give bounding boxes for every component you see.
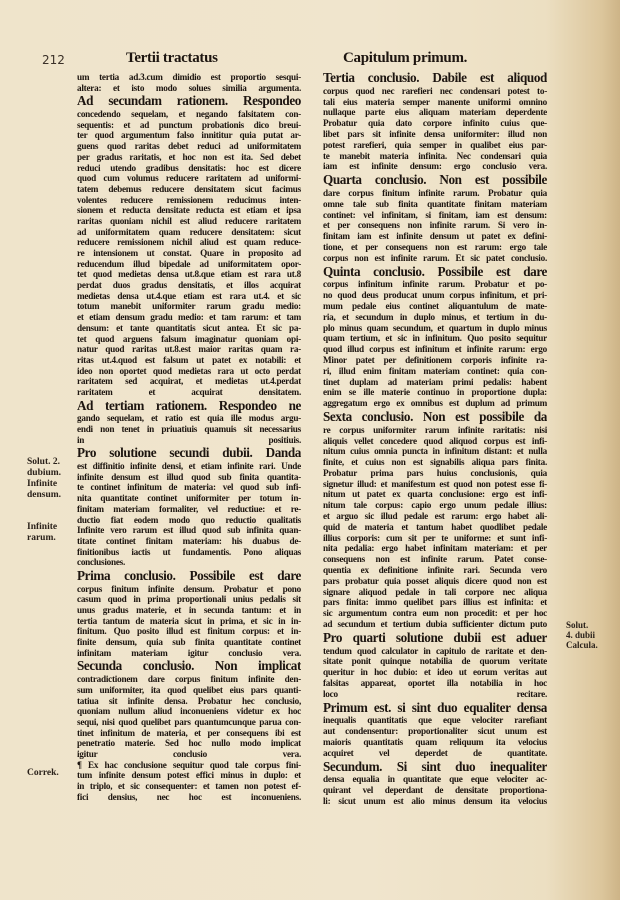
text-line: et per consequens non infinite rarum. Si vero in- [323, 220, 547, 231]
margin-note-solut-2 [27, 457, 61, 501]
text-line: totum manebit uniformiter rarum gradu medio: [77, 301, 301, 312]
left-text-column [77, 72, 301, 802]
text-line: ter quod argumentum falso innititur quia putat ar- [77, 130, 301, 141]
text-line: aggregatum ergo ex omnibus est duplum ad primum [323, 398, 547, 409]
text-line: raritas quoniam nichil est aliud reducere raritatem [77, 215, 301, 226]
text-line: in positiuis. [77, 434, 301, 445]
margin-note-line: densum. [27, 490, 62, 500]
text-line: tatem debemus reducere densitatem sicut facimus [77, 183, 301, 194]
text-line: ad secundum et tertium dubia sufficienter dictum puto [323, 619, 547, 630]
text-line: reduci utendo gradibus densitatis: hoc est dicere [77, 162, 301, 173]
text-line: corpus finitum infinite densum. Probatur et pono [77, 583, 301, 594]
margin-note-line: Infinite [27, 522, 58, 532]
margin-note-line: Calcula. [566, 640, 598, 650]
text-line: guens quod raritas debet reduci ad uniformitatem [77, 141, 301, 152]
text-line: perdat duos gradus densitatis, et illos acquirat [77, 280, 301, 291]
text-line: dare corpus finitum infinite rarum. Probatur quia [323, 187, 547, 198]
running-head-right: Capitulum primum. [343, 50, 468, 66]
text-line: tinet duplam ad materiam primi pedalis: habent [323, 376, 547, 387]
text-line: Infinite vero rarum est illud quod sub infinita quan- [77, 525, 301, 536]
text-line: Minor patet per definitionem corporis infinite ra- [323, 354, 547, 365]
page-number: 212 [42, 53, 65, 67]
text-line: in triplo, et sic consequenter: et tamen non potest ef- [77, 781, 301, 791]
running-head-left: Tertii tractatus [126, 50, 218, 66]
text-line: tatiua sit infinite densa. Probatur hec conclusio, [77, 695, 301, 706]
text-line: altera: et isto modo solues similia argumenta. [77, 82, 301, 93]
text-line: iam est infinite densum: ergo conclusio vera. [323, 161, 547, 172]
text-line: infinitam materiam igitur conclusio vera. [77, 647, 301, 658]
text-line: tet quod medietas densa ut.8.que etiam est rara ut.8 [77, 269, 301, 280]
text-line: nita quantitate continet uniformiter per totum in- [77, 493, 301, 504]
text-line: nitum ut patet ex quarta conclusione: ergo est infi- [323, 489, 547, 500]
section-heading: Secunda conclusio. Non implicat [77, 658, 301, 674]
text-line: acquiret vel deperdet de quantitate. [323, 747, 547, 758]
text-line: sum uniformiter, ita quod quelibet eius pars quanti- [77, 684, 301, 695]
text-line: volentes reducere remissionem reducimus inten- [77, 194, 301, 205]
text-line: concedendo sequelam, et negando falsitatem con- [77, 109, 301, 120]
text-line: casum quod in prima proportionali unius pedalis sit [77, 594, 301, 605]
text-line: tendum quod calculator in capitulo de raritate et den- [323, 645, 547, 656]
text-line: igitur conclusio vera. [77, 748, 301, 759]
section-heading: Secundum. Si sint duo inequaliter [323, 758, 547, 774]
text-line: libet pars sit infinite densa uniformiter: illud non [323, 128, 547, 139]
text-line: est diffinitio infinite densi, et etiam infinite rari. Unde [77, 461, 301, 472]
margin-note-line: rarum. [27, 533, 56, 543]
text-line: ri, illud enim finitam materiam continet: quia con- [323, 365, 547, 376]
text-line: sic argumentum contra eum non procedit: et per hoc [323, 608, 547, 619]
section-heading: Pro quarti solutione dubii est aduer [323, 629, 547, 645]
text-line: aliquis vellet concedere quod aliquod corpus est infi- [323, 435, 547, 446]
text-line: maioris quantitatis quam reliquum ita velocius [323, 737, 547, 748]
margin-note-solut-4 [566, 620, 598, 650]
text-line: endi non tenet in priuatiuis quamuis sit necessarius [77, 424, 301, 434]
text-line: quod illud corpus est infinitum et infinite rarum: ergo [323, 344, 547, 355]
text-line: ad uniformitatem quam reducere densitatem: sicut [77, 226, 301, 237]
margin-note-line: Correk. [27, 768, 59, 778]
text-line: medietas densa ut.4.que etiam est rara ut.4. et sic [77, 290, 301, 301]
text-line: enim se ille materie continuo in proportione dupla: [323, 387, 547, 398]
text-line: fici densius, nec hoc est inconueniens. [77, 791, 301, 802]
text-line: potest rarefieri, quia semper in qualibet eius par- [323, 139, 547, 150]
text-line: tione, et per consequens non est rarum: ergo tale [323, 241, 547, 252]
text-line: reducere remissionem nichil aliud est quam reduce- [77, 237, 301, 248]
text-line: illius corporis: cum sit per te uniforme: et sunt infi- [323, 532, 547, 543]
margin-note-line: Solut. [566, 620, 589, 630]
text-line: contradictionem dare corpus finitum infinite den- [77, 674, 301, 685]
text-line: tum infinite densum potest effici minus in duplo: et [77, 770, 301, 781]
text-line: quam tertium, et sic in infinitum. Quo posito sequitur [323, 333, 547, 344]
section-heading: Ad tertiam rationem. Respondeo ne [77, 397, 301, 413]
margin-note-line: Solut. 2. [27, 457, 60, 467]
text-line: corpus infinitum infinite rarum. Probatur et po- [323, 279, 547, 290]
text-line: inequalis quantitatis que eque velociter rarefiant [323, 715, 547, 726]
text-line: ¶ Ex hac conclusione sequitur quod tale corpus fini- [77, 759, 301, 770]
text-line: tertia tantum de materia sicut in prima, et sic in in- [77, 615, 301, 626]
right-text-column [323, 70, 547, 806]
section-heading: Pro solutione secundi dubii. Danda [77, 445, 301, 461]
text-line: mum pedale eius continet aliquantulum de mate- [323, 300, 547, 311]
text-line: raritatem sed acquirat, et medietas ut.4.perdat [77, 376, 301, 387]
text-line: raritatem et acquirat densitatem. [77, 386, 301, 397]
text-line: ideo non oportet quod medietas rara ut octo perdat [77, 365, 301, 376]
text-line: titate continet finitam materiam: his duabus de- [77, 535, 301, 546]
text-line: nitum cuius omnia puncta in infinitum distant: et nulla [323, 446, 547, 457]
margin-note-line: 4. dubii [566, 630, 596, 640]
text-line: nita pedalia: ergo habet infinitam materiam: et per [323, 543, 547, 554]
text-line: pars probatur quia posset aliquis dicere quod non est [323, 575, 547, 586]
text-line: corpus non est infinite rarum. Et sic patet conclusio. [323, 252, 547, 263]
text-line: re intensionem ut constat. Quare in proposito ad [77, 248, 301, 258]
text-line: tali eius materia semper manente uniformi omnino [323, 96, 547, 107]
text-line: ritas ut.4.quod est falsum ut patet ex notabili: et [77, 354, 301, 365]
text-line: nitum tale corpus: capio ergo unum pedale illius: [323, 500, 547, 511]
text-line: finite, et cuius non est signabilis aliqua pars finita. [323, 457, 547, 468]
text-line: quentia ex definitione infinite rari. Secunda vero [323, 565, 547, 576]
text-line: quirant vel deperdant de densitate proportiona- [323, 785, 547, 796]
text-line: sequi, nisi quod quelibet pars quantumcunque parua con- [77, 716, 301, 727]
text-line: Probatur prima pars huius conclusionis, quia [323, 467, 547, 478]
text-line: re corpus uniformiter rarum infinite raritatis: nisi [323, 424, 547, 435]
text-line: sitate ponit quinque notabilia de quorum veritate [323, 656, 547, 667]
text-line: quoniam nullum aliud inconueniens videtur ex hoc [77, 706, 301, 717]
section-heading: Primum est. si sint duo equaliter densa [323, 699, 547, 715]
text-line: densum: et tante quantitatis sicut antea. Et sic pa- [77, 322, 301, 333]
text-line: signare aliquod pedale in tali corpore nec aliqua [323, 586, 547, 597]
text-line: per gradus raritatis, et hoc non est ita. Sed debet [77, 151, 301, 162]
text-line: pars finita: immo quelibet pars illius est infinita: et [323, 597, 547, 608]
text-line: li: sicut unum est alio minus densum ita velocius [323, 796, 547, 806]
text-line: te manebit materia infinita. Nec condensari quia [323, 150, 547, 161]
text-line: unus gradus materie, et in secunda tantum: et in [77, 605, 301, 615]
text-line: omne tale sub finita quantitate finitam materiam [323, 198, 547, 209]
text-line: signetur illud: et manifestum est quod non potest esse fi- [323, 478, 547, 489]
text-line: finite densum, quia sub finita quantitate continet [77, 637, 301, 648]
text-line: penetratio materie. Sed hoc nullo modo implicat [77, 738, 301, 749]
text-line: aut condensentur: proportionaliter sicut unum est [323, 726, 547, 737]
text-line: densa equalia in quantitate que eque velociter ac- [323, 774, 547, 785]
text-line: tinet infinitum de materia, et per consequens ibi est [77, 727, 301, 738]
text-line: quod cum volumus reducere raritatem ad uniformi- [77, 173, 301, 184]
text-line: falsitas appareat, oportet illa notabilia in hoc [323, 678, 547, 689]
text-line: gando sequelam, et ratio est quia ille modus argu- [77, 413, 301, 424]
text-line: no quod deus producat unum corpus infinitum, et pri- [323, 290, 547, 301]
section-heading: Ad secundam rationem. Respondeo [77, 93, 301, 109]
text-line: quid de materia et tantum habet quodlibet pedale [323, 521, 547, 532]
text-line: sequentis: et ad punctum probationis dico breui- [77, 119, 301, 130]
text-line: consequens non est infinite rarum. Patet conse- [323, 554, 547, 565]
margin-note-infinite-rarum [27, 522, 57, 544]
text-line: um tertia ad.3.cum dimidio est proportio sesqui- [77, 72, 301, 82]
margin-note-line: Infinite [27, 479, 58, 489]
section-heading: Sexta conclusio. Non est possibile da [323, 408, 547, 424]
text-line: reducendum illud bipedale ad uniformitatem opor- [77, 258, 301, 269]
margin-note-line: dubium. [27, 468, 62, 478]
text-line: te continet infinitum de materia: vel quod sub infi- [77, 482, 301, 493]
section-heading: Tertia conclusio. Dabile est aliquod [323, 70, 547, 85]
text-line: sionem et reducta densitate reducta est etiam et ipsa [77, 205, 301, 216]
text-line: corpus quod nec rarefieri nec condensari potest to- [323, 85, 547, 96]
text-line: ria, et secundum in duplo minus, et tertium in du- [323, 311, 547, 322]
text-line: conclusiones. [77, 557, 126, 568]
text-line: Probatur quia dato corpore infinito cuius que- [323, 118, 547, 129]
text-line: infinite densum est illud quod sub finita quantita- [77, 471, 301, 482]
section-heading: Prima conclusio. Possibile est dare [77, 567, 301, 583]
text-line: et arguo sic illud pedale est rarum: ergo habet ali- [323, 511, 547, 522]
section-heading: Quinta conclusio. Possibile est dare [323, 263, 547, 279]
text-line: et etiam densum gradu medio: et tam rarum: et tam [77, 312, 301, 323]
text-line: tet quod arguens falsum imaginatur quoniam opi- [77, 333, 301, 344]
text-line: finitam materiam formaliter, vel reductiue: et re- [77, 503, 301, 514]
text-line: finitionibus iactis ut fundamentis. Pono aliquas [77, 546, 301, 557]
text-line: plo minus quam secundum, et quartum in duplo minus [323, 322, 547, 333]
margin-note-correk [27, 768, 59, 779]
text-line: ductio fiat eodem modo quo reductio qualitatis [77, 514, 301, 525]
text-line: nullaque parte eius aliquam materiam deperdente [323, 107, 547, 118]
text-line: finitum. Quo posito illud est finitum corpus: et in- [77, 626, 301, 637]
text-line: finitam iam est infinite densum ut patet ex defini- [323, 231, 547, 242]
text-line: natur quod raritas ut.8.est maior raritas quam ra- [77, 344, 301, 355]
text-line: loco recitare. [323, 688, 547, 699]
text-line: continet: vel infinitam, si finitam, iam est densum: [323, 209, 547, 220]
section-heading: Quarta conclusio. Non est possibile [323, 172, 547, 188]
text-line: queritur in hoc dubio: et ideo ut eorum veritas aut [323, 667, 547, 678]
